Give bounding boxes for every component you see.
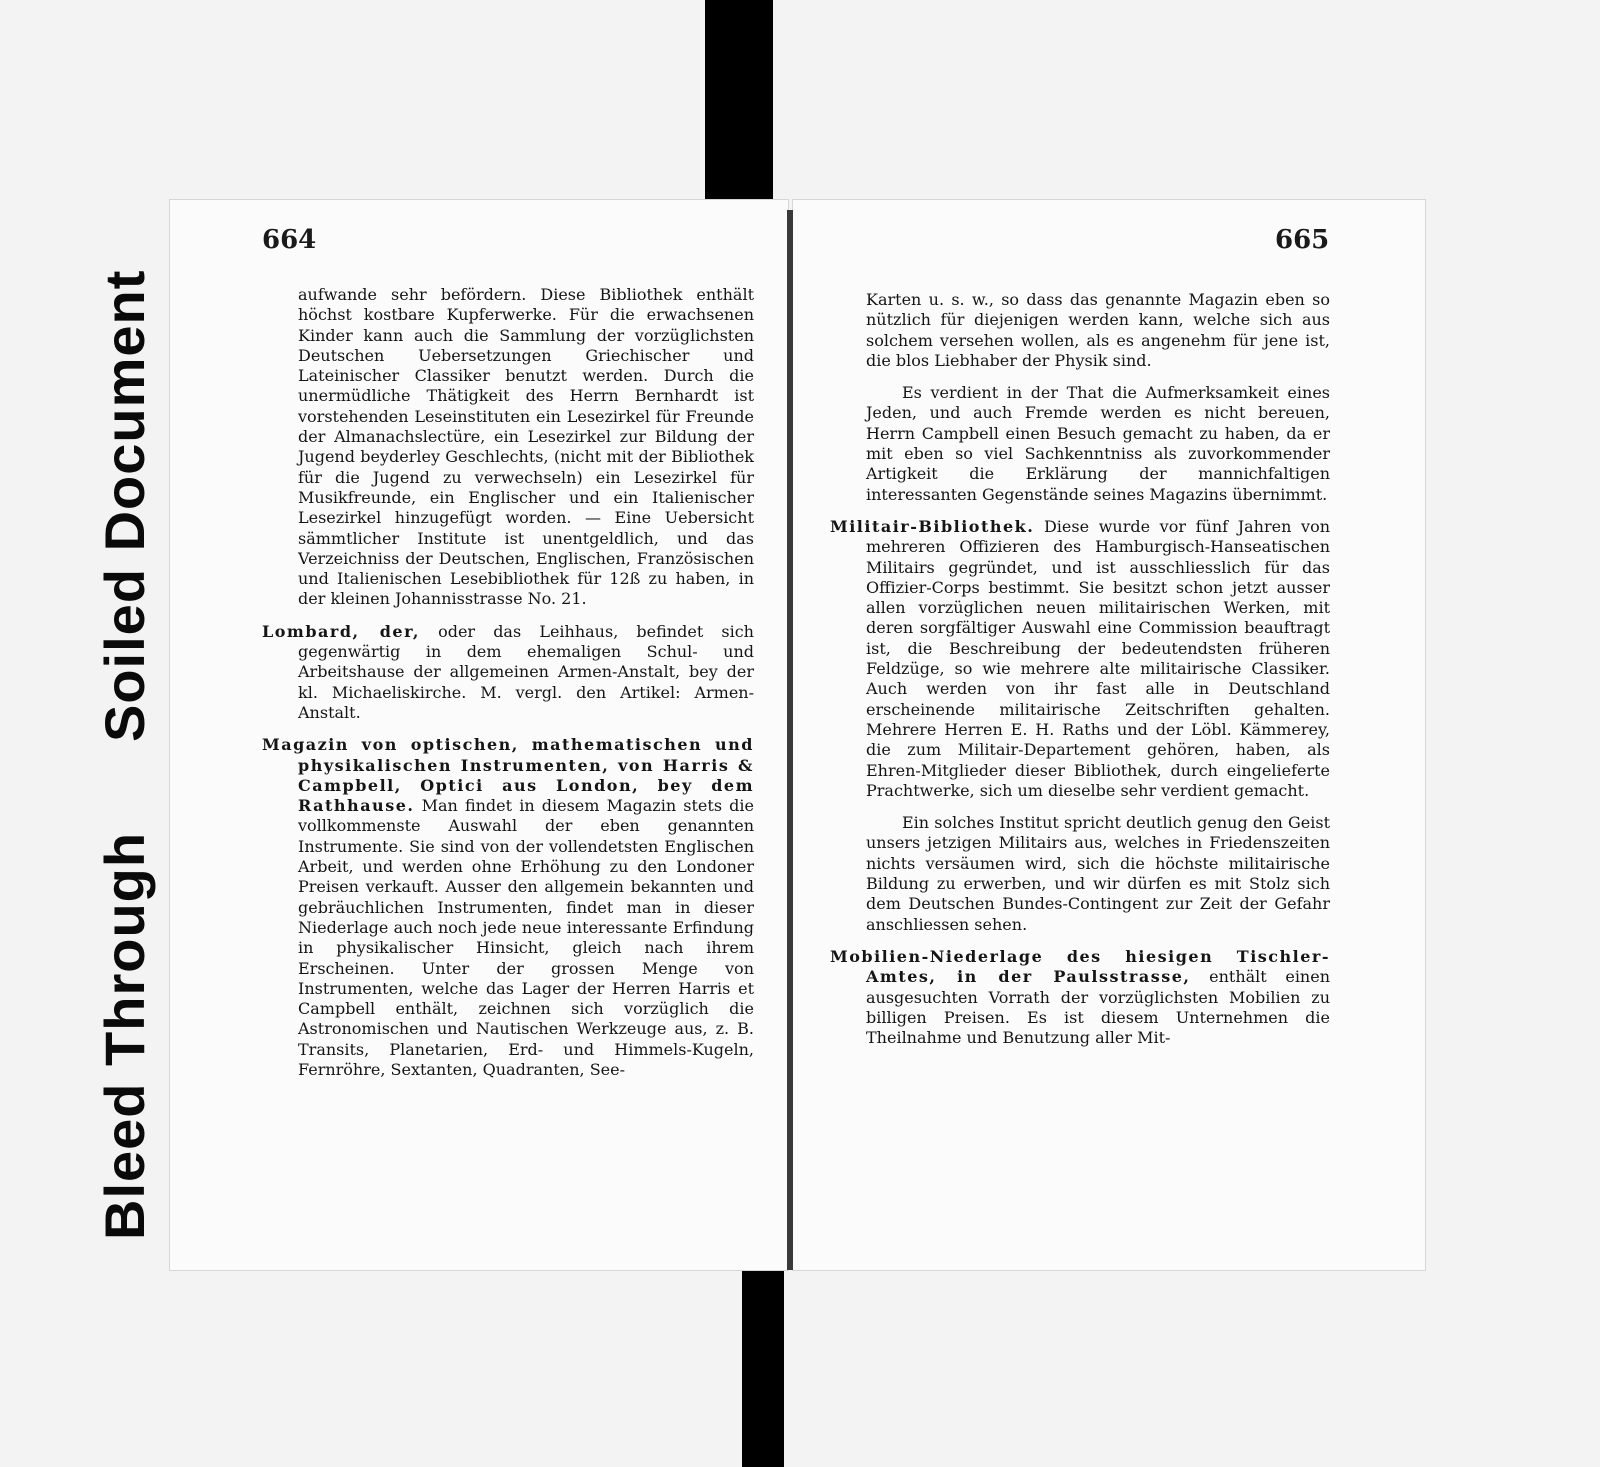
right-page-text bbox=[830, 290, 1330, 1060]
entry-text: enthält einen ausgesuchten Vorrath der vorzüglichsten Mobilien zu billigen Preisen. Es ist diesem Unternehmen die Theilnahme und Benutzung aller Mit- bbox=[866, 967, 1331, 1048]
entry-text: Man findet in diesem Magazin stets die vollkommenste Auswahl der eben genannten Instrumente. Sie sind von der vollendetsten Englischen Arbeit, und werden ohne Erhöhung zu den Londoner Preisen verkauft. Ausser den allgemein bekannten und gebräuchlichen Instrumenten, findet man in dieser Niederlage auch noch jede neue interessante Erfindung in physikalischer Hinsicht, gleich nach ihrem Erscheinen. Unter der grossen Menge von Instrumenten, welche das Lager der Herren Harris et Campbell enthält, zeichnen sich vorzüglich die Astronomischen und Nautischen Werkzeuge aus, z. B. Transits, Planetarien, Erd- und Himmels-Kugeln, Fernröhre, Sextanten, Quadranten, See- bbox=[298, 796, 754, 1079]
page-number-right: 665 bbox=[1275, 225, 1330, 255]
gutter-bar-bottom bbox=[742, 1262, 784, 1467]
paragraph-text: Karten u. s. w., so dass das genannte Magazin eben so nützlich für diejenigen werden kann, welche sich aus solchem versehen wollen, als es angenehm für jene ist, die blos Liebhaber der Physik sind. bbox=[866, 290, 1330, 370]
left-page-text bbox=[262, 285, 754, 1092]
bleed-through-label: Bleed Through bbox=[93, 831, 156, 1240]
page-number-left: 664 bbox=[262, 225, 317, 255]
paragraph bbox=[830, 813, 1330, 935]
paragraph bbox=[262, 285, 754, 610]
entry-heading: Lombard, der, bbox=[262, 621, 420, 641]
paragraph-text: Ein solches Institut spricht deutlich genug den Geist unsers jetzigen Militairs aus, welches in Friedenszeiten nichts versäumen wird, sich die höchste militairische Bildung zu erwerben, und wir dürfen es mit Stolz sich dem Deutschen Bundes-Contingent zur Zeit der Gefahr anschliessen sehen. bbox=[866, 813, 1330, 934]
entry-heading: Magazin von optischen, mathematischen und physikalischen Instrumenten, von Harris & Campbell, Optici aus London, bey dem Rathhause. bbox=[262, 735, 754, 816]
entry-heading: Militair-Bibliothek. bbox=[830, 516, 1035, 536]
entry-heading: Mobilien-Niederlage des hiesigen Tischler-Amtes, in der Paulsstrasse, bbox=[830, 946, 1330, 987]
paragraph bbox=[830, 290, 1330, 371]
entry-mobilien-niederlage bbox=[830, 947, 1330, 1048]
entry-lombard bbox=[262, 622, 754, 723]
paragraph-text: Es verdient in der That die Aufmerksamkeit eines Jeden, und auch Fremde werden es nicht bereuen, Herrn Campbell einen Besuch gemacht zu haben, da er mit eben so viel Sachkenntniss als zuvorkommender Artigkeit die Erklärung der mannichfaltigen interessanten Gegenstände seines Magazins übernimmt. bbox=[866, 383, 1330, 504]
paragraph bbox=[830, 383, 1330, 505]
soiled-document-label: Soiled Document bbox=[93, 269, 156, 742]
entry-text: Diese wurde vor fünf Jahren von mehreren Offizieren des Hamburgisch-Hanseatischen Militairs gegründet, und ist ausschliesslich für das Offizier-Corps bestimmt. Sie besitzt schon jetzt ausser allen vorzüglichen neuen militairischen Werken, mit deren sorgfältiger Auswahl eine Commission beauftragt ist, die Beschreibung der bedeutendsten früheren Feldzüge, so wie mehrere alte militairische Classiker. Auch werden von ihr fast alle in Deutschland erscheinende militairische Zeitschriften gehalten. Mehrere Herren E. H. Raths und der Löbl. Kämmerey, die zum Militair-Departement gehören, haben, als Ehren-Mitglieder dieser Bibliothek, durch eingelieferte Prachtwerke, sich um dieselbe sehr verdient gemacht. bbox=[866, 516, 1331, 800]
paragraph-text: aufwande sehr befördern. Diese Bibliothek enthält höchst kostbare Kupferwerke. Für die erwachsenen Kinder kann auch die Sammlung der vorzüglichsten Deutschen Uebersetzungen Griechischer und Lateinischer Classiker benutzt werden. Durch die unermüdliche Thätigkeit des Herrn Bernhardt ist vorstehenden Leseinstituten ein Lesezirkel für Freunde der Almanachslectüre, ein Lesezirkel zur Bildung der Jugend beyderley Geschlechts, (nicht mit der Bibliothek für die Jugend zu verwechseln) ein Lesezirkel für Musikfreunde, ein Englischer und ein Italienischer Lesezirkel hinzugefügt worden. — Eine Uebersicht sämmtlicher Institute ist unentgeldlich, und das Verzeichniss der Deutschen, Englischen, Französischen und Italienischen Lesebibliothek für 12ß zu haben, in der kleinen Johannisstrasse No. 21. bbox=[298, 285, 754, 609]
entry-militair-bibliothek bbox=[830, 517, 1330, 801]
gutter-bar-top bbox=[705, 0, 773, 215]
entry-magazin bbox=[262, 735, 754, 1080]
entry-text: oder das Leihhaus, befindet sich gegenwärtig in dem ehemaligen Schul- und Arbeitshause der allgemeinen Armen-Anstalt, bey der kl. Michaeliskirche. M. vergl. den Artikel: Armen-Anstalt. bbox=[298, 621, 754, 722]
book-spine bbox=[787, 210, 793, 1270]
